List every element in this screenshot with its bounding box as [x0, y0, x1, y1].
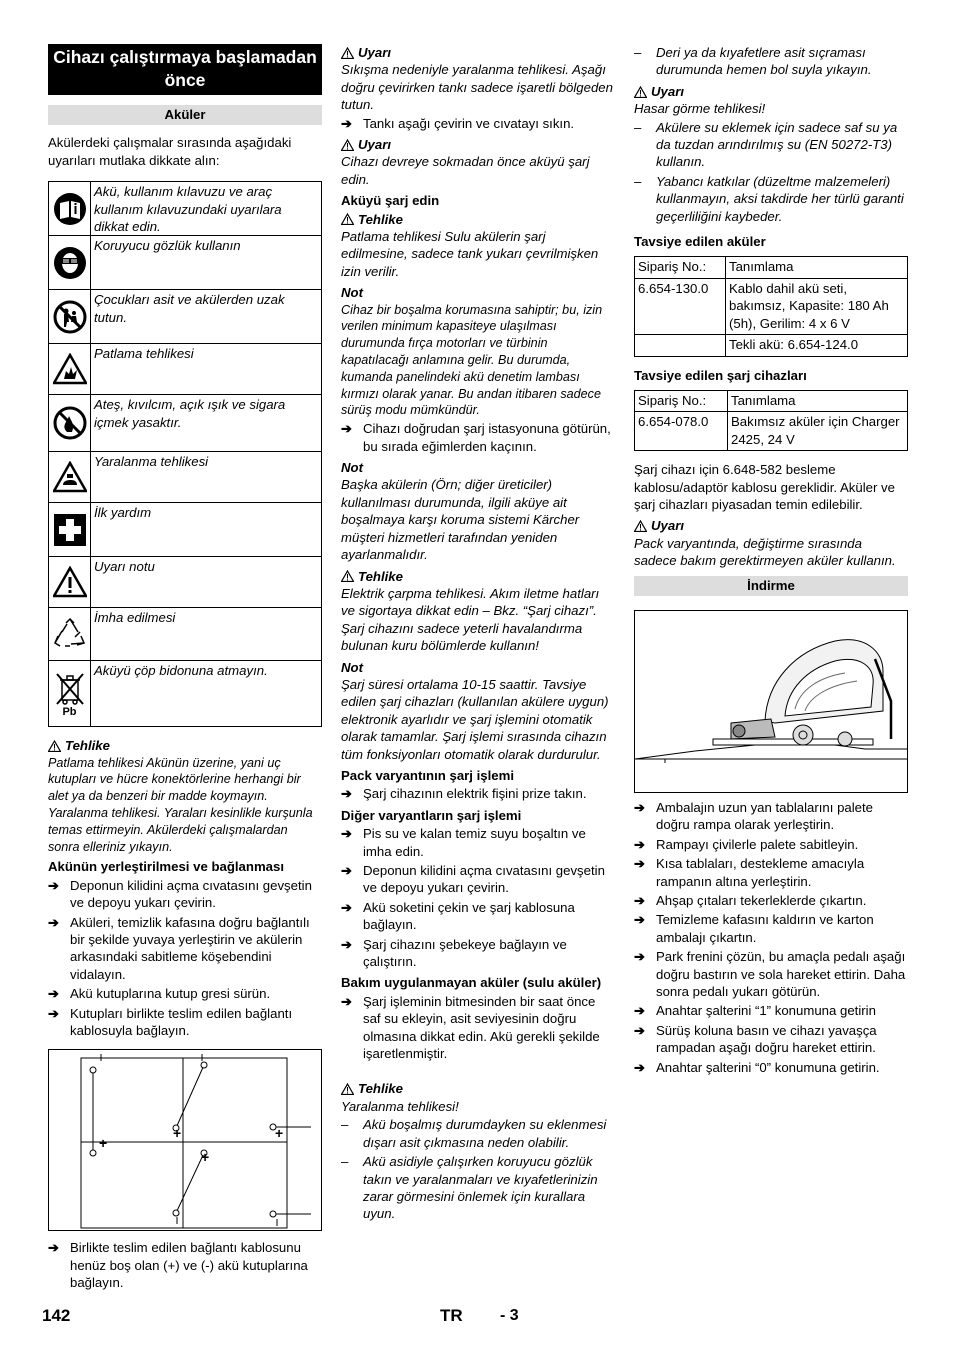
list-item: ➔ Kutupları birlikte teslim edilen bağlantı kablosuyla bağlayın.	[48, 1005, 293, 1039]
symbol-row	[49, 451, 321, 502]
symbol-row	[49, 660, 321, 726]
symbol-text: Koruyucu gözlük kullanın	[94, 238, 241, 254]
danger-heading: Tehlike	[341, 1080, 615, 1097]
list-item: ➔ Şarj işleminin bitmesinden bir saat önce saf su ekleyin, asit seviyesinin doğru olmasına dikkat edin. Akü gerekli şekilde işaretlenmiştir.	[341, 993, 600, 1062]
warning-triangle-icon	[634, 86, 647, 98]
table-cell: 6.654-078.0	[635, 412, 728, 451]
symbol-row	[49, 556, 321, 607]
page-number: 142	[42, 1306, 71, 1325]
list-item: ➔ Kısa tablaları, destekleme amacıyla rampanın altına yerleştirin.	[634, 856, 865, 889]
list-item: ➔ Ahşap çıtaları tekerleklerde çıkartın.	[634, 893, 867, 908]
warning-triangle-icon	[48, 740, 61, 752]
symbol-row	[49, 289, 321, 343]
warning-triangle-icon	[634, 520, 647, 532]
table-cell: Tekli akü: 6.654-124.0	[726, 335, 908, 356]
chargers-table	[634, 390, 908, 451]
charge-heading: Aküyü şarj edin	[341, 193, 440, 209]
section-heading-unloading: İndirme	[634, 576, 908, 596]
table-row	[635, 412, 908, 451]
charger-text: Şarj cihazı için 6.648-582 besleme kablosu/adaptör kablosu gereklidir. Aküler ve şarj cihazları piyasadan temin edilebilir.	[634, 462, 895, 512]
warning-heading: Uyarı	[341, 136, 615, 153]
list-item: ➔ Pis su ve kalan temiz suyu boşaltın ve imha edin.	[341, 826, 586, 859]
note-heading: Not	[341, 659, 363, 675]
table-cell	[635, 335, 726, 356]
symbol-row	[49, 235, 321, 289]
chapter-title: Cihazı çalıştırmaya başlamadan önce	[48, 44, 322, 95]
danger-text: Elektrik çarpma tehlikesi. Akım iletme hatları ve sigortaya dikkat edin – Bkz. “Şarj cihazı”. Şarj cihazını sadece yeterli havalandırma bulunan kuru bölümlerde kullanın!	[341, 585, 600, 654]
danger-heading: Tehlike	[341, 211, 615, 228]
symbol-text: İlk yardım	[94, 505, 152, 521]
warning-triangle-icon	[341, 139, 354, 151]
column-1	[48, 44, 322, 1294]
chargers-heading: Tavsiye edilen şarj cihazları	[634, 367, 807, 383]
list-item: ➔ Birlikte teslim edilen bağlantı kablosunu henüz boş olan (+) ve (-) akü kutuplarına bağlayın.	[48, 1240, 308, 1291]
safety-symbols-table	[48, 181, 322, 727]
table-cell: Kablo dahil akü seti, bakımsız, Kapasite: 180 Ah (5h), Gerilim: 4 x 6 V	[726, 278, 908, 334]
symbol-row	[49, 502, 321, 556]
danger-heading: Tehlike	[341, 568, 615, 585]
list-item: ➔ Deponun kilidini açma cıvatasını gevşetin ve depoyu yukarı çevirin.	[341, 863, 605, 896]
symbol-text: Akü, kullanım kılavuzu ve araç kullanım kılavuzundaki uyarılara dikkat edin.	[94, 184, 282, 235]
warning-text: Pack varyantında, değiştirme sırasında sadece bakım gerektirmeyen aküler kullanın.	[634, 535, 896, 569]
list-item: ➔ Şarj cihazını şebekeye bağlayın ve çalıştırın.	[341, 936, 567, 970]
list-item: ➔ Rampayı çivilerle palete sabitleyin.	[634, 836, 859, 852]
list-item: ➔ Anahtar şalterini “0” konumuna getirin.	[634, 1059, 880, 1075]
list-item: ➔ Sürüş koluna basın ve cihazı yavaşça rampadan aşağı doğru hareket ettirin.	[634, 1022, 877, 1056]
list-item: ➔ Cihazı doğrudan şarj istasyonuna götürün, bu sırada eğimlerden kaçının.	[341, 421, 611, 454]
acid-burn-icon	[49, 452, 91, 502]
list-item: ➔ Anahtar şalterini “1” konumuna getirin	[634, 1003, 876, 1019]
list-item: ➔ Akü kutuplarına kutup gresi sürün.	[48, 986, 271, 1002]
table-header: Tanımlama	[726, 257, 908, 278]
note-heading: Not	[341, 285, 363, 301]
other-variants-heading: Diğer varyantların şarj işlemi	[341, 807, 522, 823]
table-row	[635, 278, 908, 334]
list-item: ➔ Tankı aşağı çevirin ve cıvatayı sıkın.	[341, 115, 575, 131]
symbol-text: Uyarı notu	[94, 559, 155, 575]
warning-heading: Uyarı	[634, 83, 908, 100]
list-item: ➔ Akü soketini çekin ve şarj kablosuna bağlayın.	[341, 899, 575, 933]
list-item: ➔ Şarj cihazının elektrik fişini prize takın.	[341, 786, 587, 802]
warning-icon	[49, 557, 91, 607]
symbol-row	[49, 182, 321, 235]
no-bin-icon	[49, 661, 91, 726]
lead-label: Pb	[62, 705, 77, 718]
table-header-row	[635, 257, 908, 278]
plus-terminal-label: +	[173, 1125, 182, 1142]
table-header: Tanımlama	[728, 390, 908, 411]
warning-triangle-icon	[341, 570, 354, 582]
warning-triangle-icon	[341, 47, 354, 59]
danger-heading: Tehlike	[48, 737, 322, 754]
column-2	[341, 44, 615, 1225]
note-text: Başka akülerin (Örn; diğer üreticiler) kullanılması durumunda, ilgili aküye ait boşalmaya karşı koruma sistemi Kärcher müşteri hizmetleri tarafından yeniden ayarlanmalıdır.	[341, 477, 580, 563]
symbol-row	[49, 394, 321, 451]
list-item: ➔ Ambalajın uzun yan tablalarını palete doğru rampa olarak yerleştirin.	[634, 799, 874, 833]
pack-heading: Pack varyantının şarj işlemi	[341, 767, 514, 783]
list-item: – Akülere su eklemek için sadece saf su ya da tuzdan arındırılmış su (EN 50272-T3) kullanın.	[634, 119, 898, 170]
list-item: ➔ Aküleri, temizlik kafasına doğru bağlantılı bir şekilde yuvaya yerleştirin ve akülerin arkasındaki sabitleme köşebendini vidalayın.	[48, 914, 310, 982]
note-heading: Not	[341, 460, 363, 476]
note-text: Cihaz bir boşalma korumasına sahiptir; bu, izin verilen minimum kapasiteye ulaşılması durumunda fırça motorları ve türbinin kapatılacağı anlamına gelir. Bu durumda, kumanda panelindeki akü denetim lambası kırmızı olarak yanar. Bu andan itibaren sadece sürüş modu mümkündür.	[341, 302, 603, 418]
table-header: Sipariş No.:	[635, 257, 726, 278]
wet-batteries-heading: Bakım uygulanmayan aküler (sulu aküler)	[341, 975, 602, 991]
language-code: TR	[440, 1306, 463, 1325]
intro-text: Akülerdeki çalışmalar sırasında aşağıdaki uyarıları mutlaka dikkate alın:	[48, 135, 292, 168]
note-text: Şarj süresi ortalama 10-15 saattir. Tavsiye edilen şarj cihazları (kullanılan akülere uygun) elektronik ayarlıdır ve şarj işlemini otomatik olarak tamamlar. Şarj işlemi sırasında cihazın tüm fonksiyonları otomatik olarak durdurulur.	[341, 676, 609, 762]
list-item: – Akü asidiyle çalışırken koruyucu gözlük takın ve yaralanmaları ve kıyafetlerinizin zarar görmesini önlemek için kurallara uyun.	[341, 1154, 598, 1222]
first-aid-icon	[49, 503, 91, 556]
table-row	[635, 335, 908, 356]
battery-wiring-figure	[48, 1049, 322, 1231]
warning-text: Sıkışma nedeniyle yaralanma tehlikesi. Aşağı doğru çevirirken tankı sadece işaretli bölgeden tutun.	[341, 62, 613, 113]
table-header-row	[635, 390, 908, 411]
warning-text: Hasar görme tehlikesi!	[634, 101, 766, 117]
warning-heading: Uyarı	[634, 517, 908, 534]
plus-terminal-label: +	[99, 1135, 108, 1152]
warning-heading: Uyarı	[341, 44, 615, 61]
danger-text: Yaralanma tehlikesi!	[341, 1098, 459, 1114]
section-heading-batteries: Aküler	[48, 105, 322, 125]
symbol-text: Yaralanma tehlikesi	[94, 454, 209, 470]
list-item: ➔ Deponun kilidini açma cıvatasını gevşetin ve depoyu yukarı çevirin.	[48, 877, 312, 911]
list-item: – Yabancı katkılar (düzeltme malzemeleri) kullanmayın, aksi takdirde her türlü garanti geçerliliğini kaybeder.	[634, 173, 904, 224]
warning-text: Cihazı devreye sokmadan önce aküyü şarj edin.	[341, 154, 590, 187]
symbol-row	[49, 343, 321, 394]
list-item: – Deri ya da kıyafetlere asit sıçraması durumunda hemen bol suyla yıkayın.	[634, 45, 872, 78]
install-heading: Akünün yerleştirilmesi ve bağlanması	[48, 859, 285, 875]
sub-page-number: - 3	[500, 1307, 519, 1324]
no-fire-icon	[49, 395, 91, 451]
plus-terminal-label: +	[275, 1125, 284, 1142]
table-header: Sipariş No.:	[635, 390, 728, 411]
symbol-text: Patlama tehlikesi	[94, 346, 194, 362]
symbol-text: Çocukları asit ve akülerden uzak tutun.	[94, 292, 285, 325]
recycle-icon	[49, 608, 91, 660]
list-item: ➔ Temizleme kafasını kaldırın ve karton ambalajı çıkartın.	[634, 912, 874, 945]
symbol-row	[49, 607, 321, 660]
symbol-text: Ateş, kıvılcım, açık ışık ve sigara içmek yasaktır.	[94, 397, 286, 430]
warning-triangle-icon	[341, 213, 354, 225]
manual-icon	[49, 182, 91, 235]
keep-children-away-icon	[49, 290, 91, 343]
symbol-text: İmha edilmesi	[94, 610, 176, 626]
table-cell: 6.654-130.0	[635, 278, 726, 334]
plus-terminal-label: +	[201, 1149, 210, 1166]
list-item: ➔ Park frenini çözün, bu amaçla pedalı aşağı doğru bastırın ve sola hareket ettirin. Daha sonra pedalı yukarı götürün.	[634, 949, 906, 1000]
symbol-text: Aküyü çöp bidonuna atmayın.	[94, 663, 268, 679]
unloading-figure	[634, 610, 908, 793]
column-3	[634, 44, 908, 1078]
explosion-icon	[49, 344, 91, 394]
batteries-heading: Tavsiye edilen aküler	[634, 234, 766, 250]
batteries-table	[634, 256, 908, 356]
warning-triangle-icon	[341, 1083, 354, 1095]
goggles-icon	[49, 236, 91, 289]
list-item: – Akü boşalmış durumdayken su eklenmesi dışarı asit çıkmasına neden olabilir.	[341, 1117, 607, 1150]
table-cell: Bakımsız aküler için Charger 2425, 24 V	[728, 412, 908, 451]
danger-text: Patlama tehlikesi Sulu akülerin şarj edilmesine, sadece tank yukarı çevrilmişken izin verilir.	[341, 229, 599, 279]
danger-text: Patlama tehlikesi Akünün üzerine, yani uç kutupları ve hücre konektörlerine herhangi bir alet ya da benzeri bir madde koymayın. Yaralanma tehlikesi. Yaraları kesinlikle kurşunla temas ettirmeyin. Akülerdeki çalışmalardan sonra elleriniz yıkayın.	[48, 755, 313, 854]
